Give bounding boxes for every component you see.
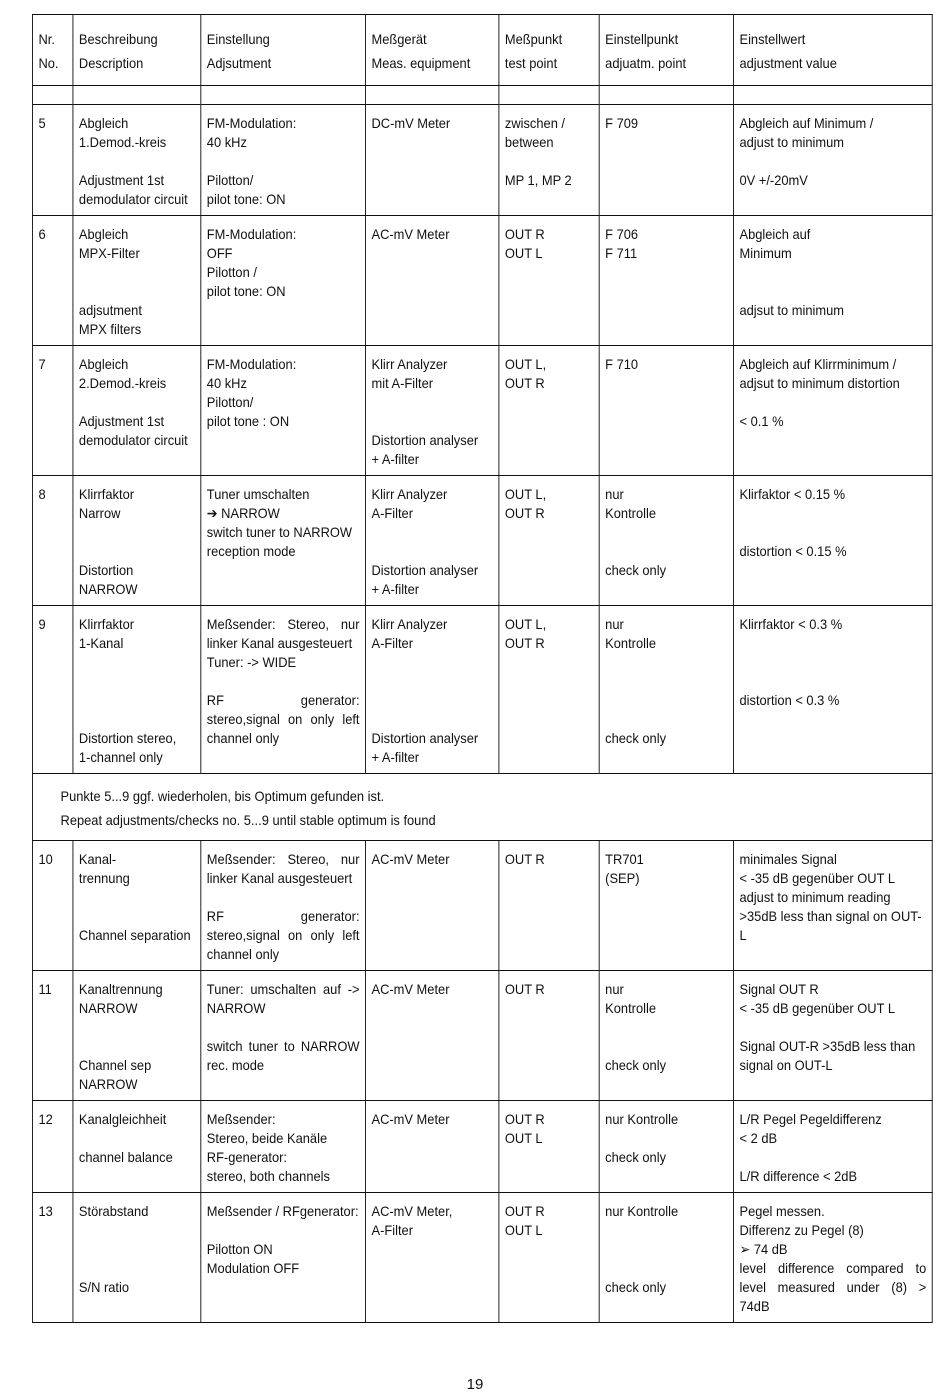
table-row — [32, 1193, 932, 1323]
adjustment-table-container — [32, 14, 932, 1323]
row-equipment: Klirr Analyzer A-Filter Distortion analyser + A-filter — [366, 476, 499, 606]
repeat-note — [32, 774, 932, 841]
row-setting: Tuner: umschalten auf -> NARROW switch tuner to NARROW rec. mode — [201, 971, 366, 1101]
adjustment-table — [32, 14, 933, 1323]
row-number: 10 — [32, 841, 72, 971]
row-number: 7 — [32, 346, 72, 476]
table-row — [32, 476, 932, 606]
row-adjustment-point: nur Kontrolle check only — [599, 606, 733, 774]
row-adjustment-point: F 710 — [599, 346, 733, 476]
row-setting: Meßsender: Stereo, nur linker Kanal ausgesteuert RF generator: stereo,signal on only left channel only — [201, 841, 366, 971]
page-number: 19 — [466, 1376, 484, 1393]
header-equipment: Meßgerät Meas. equipment — [366, 15, 499, 86]
header-test-point: Meßpunkt test point — [499, 15, 599, 86]
header-row — [32, 15, 932, 86]
table-row — [32, 606, 932, 774]
row-number: 5 — [32, 105, 72, 216]
row-test-point: OUT L, OUT R — [499, 346, 599, 476]
header-adjustment-point: Einstellpunkt adjuatm. point — [599, 15, 733, 86]
row-number: 11 — [32, 971, 72, 1101]
row-setting: FM-Modulation: 40 kHz Pilotton/ pilot tone: ON — [201, 105, 366, 216]
row-test-point: OUT R — [499, 971, 599, 1101]
row-number: 13 — [32, 1193, 72, 1323]
row-equipment: AC-mV Meter — [366, 1101, 499, 1193]
repeat-note-en: Repeat adjustments/checks no. 5...9 until stable optimum is found — [60, 812, 436, 828]
row-number: 6 — [32, 216, 72, 346]
row-number: 12 — [32, 1101, 72, 1193]
row-test-point: OUT R — [499, 841, 599, 971]
table-row — [32, 1101, 932, 1193]
row-adjustment-point: F 706 F 711 — [599, 216, 733, 346]
row-adjustment-point: nur Kontrolle check only — [599, 971, 733, 1101]
table-row — [32, 346, 932, 476]
row-test-point: OUT L, OUT R — [499, 606, 599, 774]
row-equipment: Klirr Analyzer mit A-Filter Distortion analyser + A-filter — [366, 346, 499, 476]
row-number: 8 — [32, 476, 72, 606]
row-equipment: AC-mV Meter — [366, 216, 499, 346]
table-row — [32, 841, 932, 971]
row-setting: Meßsender / RFgenerator: Pilotton ON Modulation OFF — [201, 1193, 366, 1323]
row-description: Abgleich MPX-Filter adjsutment MPX filters — [73, 216, 201, 346]
row-value: Abgleich auf Klirrminimum / adjsut to minimum distortion < 0.1 % — [734, 346, 933, 476]
row-test-point: OUT R OUT L — [499, 1193, 599, 1323]
row-value: Signal OUT R < -35 dB gegenüber OUT L Signal OUT-R >35dB less than signal on OUT-L — [734, 971, 933, 1101]
row-value: Klirrfaktor < 0.3 % distortion < 0.3 % — [734, 606, 933, 774]
repeat-note-row — [32, 774, 932, 841]
table-row — [32, 105, 932, 216]
header-adjustment: Einstellung Adjsutment — [201, 15, 366, 86]
row-value: Abgleich auf Minimum adjsut to minimum — [734, 216, 933, 346]
row-test-point: OUT R OUT L — [499, 1101, 599, 1193]
row-test-point: OUT R OUT L — [499, 216, 599, 346]
row-description: Abgleich 1.Demod.-kreis Adjustment 1st demodulator circuit — [73, 105, 201, 216]
row-setting: FM-Modulation: OFF Pilotton / pilot tone: ON — [201, 216, 366, 346]
row-equipment: AC-mV Meter — [366, 841, 499, 971]
row-value: minimales Signal < -35 dB gegenüber OUT L adjust to minimum reading >35dB less than signal on OUT-L — [734, 841, 933, 971]
repeat-note-de: Punkte 5...9 ggf. wiederholen, bis Optimum gefunden ist. — [60, 788, 385, 804]
row-description: Abgleich 2.Demod.-kreis Adjustment 1st demodulator circuit — [73, 346, 201, 476]
row-adjustment-point: nur Kontrolle check only — [599, 476, 733, 606]
row-number: 9 — [32, 606, 72, 774]
row-adjustment-point: TR701 (SEP) — [599, 841, 733, 971]
row-description: Störabstand S/N ratio — [73, 1193, 201, 1323]
header-description: Beschreibung Description — [73, 15, 201, 86]
row-equipment: DC-mV Meter — [366, 105, 499, 216]
row-test-point: zwischen / between MP 1, MP 2 — [499, 105, 599, 216]
row-adjustment-point: nur Kontrolle check only — [599, 1193, 733, 1323]
header-adjustment-value: Einstellwert adjustment value — [734, 15, 933, 86]
row-description: Klirrfaktor 1-Kanal Distortion stereo, 1-channel only — [73, 606, 201, 774]
row-setting: Meßsender: Stereo, nur linker Kanal ausgesteuert Tuner: -> WIDE RF generator: stereo,signal on only left channel only — [201, 606, 366, 774]
table-row — [32, 216, 932, 346]
row-equipment: AC-mV Meter, A-Filter — [366, 1193, 499, 1323]
row-adjustment-point: F 709 — [599, 105, 733, 216]
row-value: Abgleich auf Minimum / adjust to minimum 0V +/-20mV — [734, 105, 933, 216]
row-adjustment-point: nur Kontrolle check only — [599, 1101, 733, 1193]
row-equipment: Klirr Analyzer A-Filter Distortion analyser + A-filter — [366, 606, 499, 774]
row-equipment: AC-mV Meter — [366, 971, 499, 1101]
row-setting: FM-Modulation: 40 kHz Pilotton/ pilot tone : ON — [201, 346, 366, 476]
row-test-point: OUT L, OUT R — [499, 476, 599, 606]
row-description: Kanal- trennung Channel separation — [73, 841, 201, 971]
header-gap — [32, 86, 932, 105]
row-description: Klirrfaktor Narrow Distortion NARROW — [73, 476, 201, 606]
row-value: L/R Pegel Pegeldifferenz < 2 dB L/R difference < 2dB — [734, 1101, 933, 1193]
row-setting: Tuner umschalten ➔ NARROW switch tuner to NARROW reception mode — [201, 476, 366, 606]
row-description: Kanaltrennung NARROW Channel sep NARROW — [73, 971, 201, 1101]
row-description: Kanalgleichheit channel balance — [73, 1101, 201, 1193]
table-row — [32, 971, 932, 1101]
row-setting: Meßsender: Stereo, beide Kanäle RF-generator: stereo, both channels — [201, 1101, 366, 1193]
header-nr: Nr. No. — [32, 15, 72, 86]
row-value: Pegel messen. Differenz zu Pegel (8) ➢ 74 dB level difference compared to level measured under (8) > 74dB — [734, 1193, 933, 1323]
row-value: Klirfaktor < 0.15 % distortion < 0.15 % — [734, 476, 933, 606]
